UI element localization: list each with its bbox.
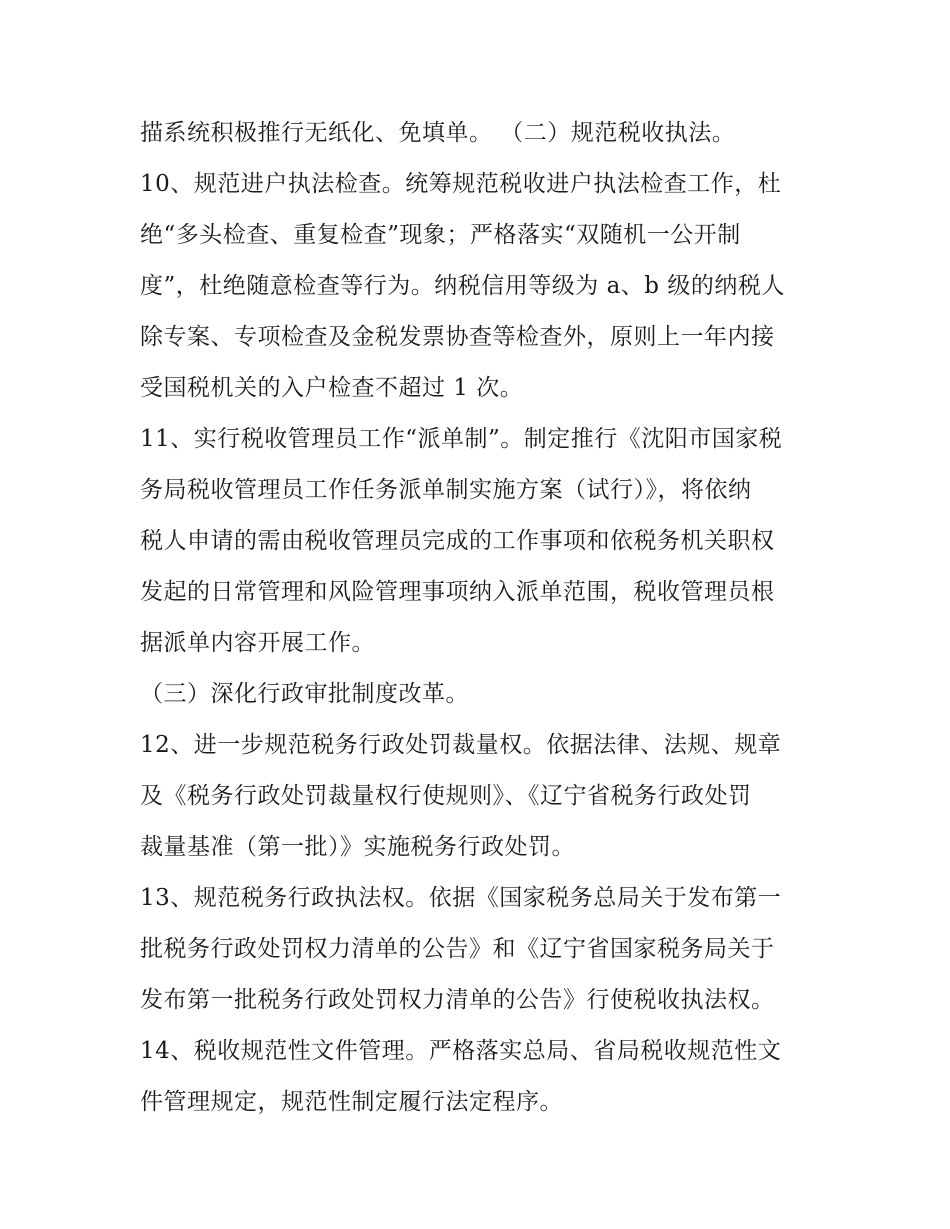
- text-line: 绝“多头检查、重复检查”现象；严格落实“双随机一公开制: [140, 222, 741, 248]
- text-line: 税人申请的需由税收管理员完成的工作事项和依税务机关职权: [140, 528, 775, 554]
- text-line: 受国税机关的入户检查不超过 1 次。: [140, 375, 524, 401]
- text-line: 10、规范进户执法检查。统筹规范税收进户执法检查工作，杜: [140, 171, 782, 197]
- text-line: 13、规范税务行政执法权。依据《国家税务总局关于发布第一: [140, 885, 782, 911]
- text-line: 度”，杜绝随意检查等行为。纳税信用等级为 a、b 级的纳税人: [140, 273, 785, 299]
- text-line: 描系统积极推行无纸化、免填单。 （二）规范税收执法。: [140, 120, 736, 146]
- text-line: 14、税收规范性文件管理。严格落实总局、省局税收规范性文: [140, 1038, 782, 1064]
- text-line: 发起的日常管理和风险管理事项纳入派单范围，税收管理员根: [140, 579, 775, 605]
- text-line: 务局税收管理员工作任务派单制实施方案（试行）》，将依纳: [140, 477, 752, 503]
- text-line: 及《税务行政处罚裁量权行使规则》、《辽宁省税务行政处罚: [140, 783, 752, 809]
- section-heading: （三）深化行政审批制度改革。: [140, 681, 469, 707]
- text-line: 件管理规定，规范性制定履行法定程序。: [140, 1089, 563, 1115]
- document-body: [140, 108, 820, 1128]
- text-line: 11、实行税收管理员工作“派单制”。制定推行《沈阳市国家税: [140, 426, 783, 452]
- text-line: 裁量基准（第一批）》实施税务行政处罚。: [140, 834, 575, 860]
- text-line: 发布第一批税务行政处罚权力清单的公告》行使税收执法权。: [140, 987, 775, 1013]
- text-line: 12、进一步规范税务行政处罚裁量权。依据法律、法规、规章: [140, 732, 782, 758]
- text-line: 批税务行政处罚权力清单的公告》和《辽宁省国家税务局关于: [140, 936, 775, 962]
- text-line: 除专案、专项检查及金税发票协查等检查外，原则上一年内接: [140, 324, 775, 350]
- text-line: 据派单内容开展工作。: [140, 630, 375, 656]
